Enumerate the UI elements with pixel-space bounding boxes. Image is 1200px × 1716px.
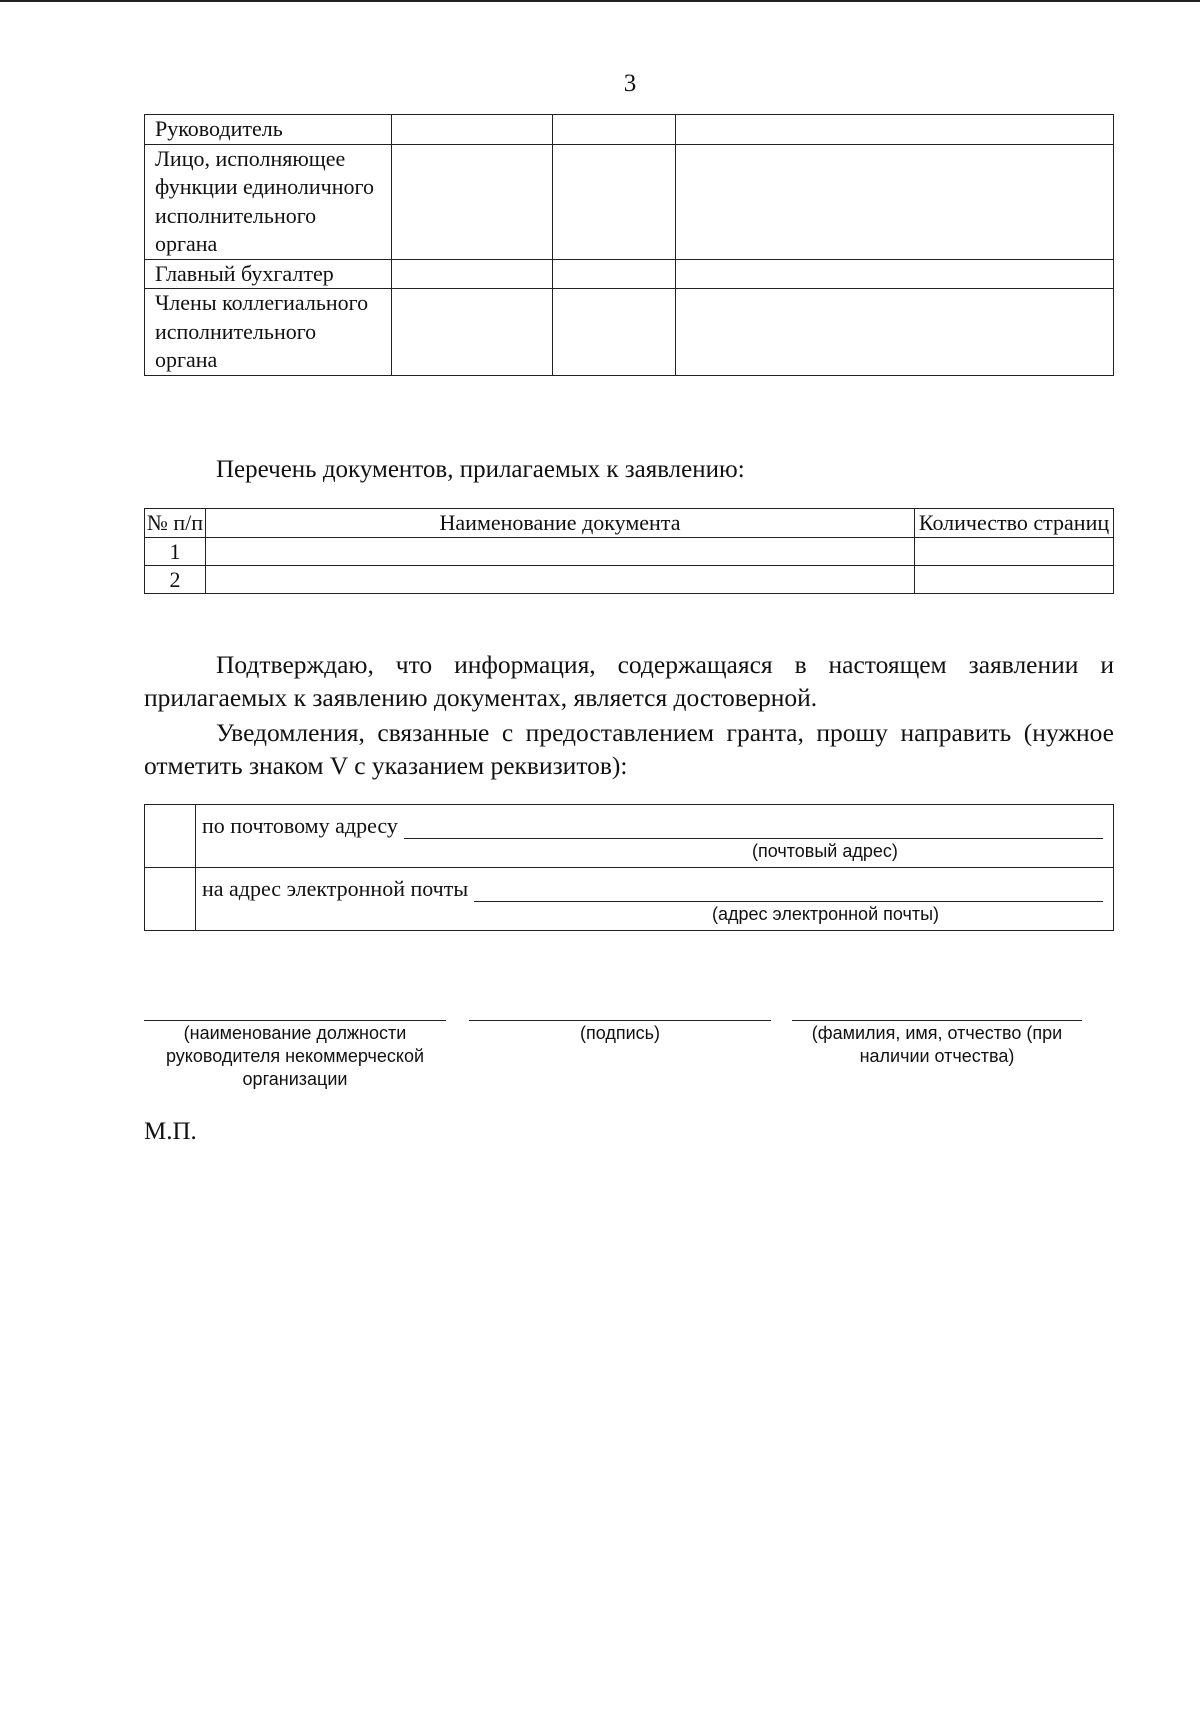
empty-cell[interactable] bbox=[553, 115, 676, 145]
confirmation-text: Подтверждаю, что информация, содержащаяся в настоящем заявлении и прилагаемых к заявлению документах, является достоверной. bbox=[144, 650, 1114, 712]
stamp-label: М.П. bbox=[144, 1118, 197, 1145]
email-field[interactable] bbox=[196, 868, 1114, 931]
notification-options-table bbox=[144, 804, 1114, 931]
notification-paragraph bbox=[144, 716, 1114, 782]
signature-caption: (подпись) bbox=[579, 1023, 661, 1043]
option-row-email bbox=[145, 868, 1114, 931]
header-number: № п/п bbox=[145, 509, 206, 538]
email-checkbox[interactable] bbox=[145, 868, 196, 931]
role-cell: Руководитель bbox=[145, 115, 392, 145]
confirmation-paragraph bbox=[144, 648, 1114, 714]
empty-cell[interactable] bbox=[676, 289, 1114, 376]
table-row bbox=[145, 144, 1114, 259]
page-count-cell[interactable] bbox=[915, 538, 1114, 566]
row-number: 1 bbox=[145, 538, 206, 566]
empty-cell[interactable] bbox=[553, 144, 676, 259]
notification-text: Уведомления, связанные с предоставлением гранта, прошу направить (нужное отметить знаком V с указанием реквизитов): bbox=[144, 718, 1114, 780]
table-row bbox=[145, 566, 1114, 594]
postal-field[interactable] bbox=[196, 805, 1114, 868]
header-document-name: Наименование документа bbox=[206, 509, 915, 538]
postal-hint: (почтовый адрес) bbox=[752, 841, 898, 861]
page-count-cell[interactable] bbox=[915, 566, 1114, 594]
empty-cell[interactable] bbox=[392, 144, 553, 259]
table-header-row bbox=[145, 509, 1114, 538]
officials-table bbox=[144, 114, 1114, 376]
signature-line[interactable] bbox=[469, 1020, 771, 1021]
table-row bbox=[145, 259, 1114, 289]
role-cell: Лицо, исполняющее функции единоличного исполнительного органа bbox=[145, 144, 392, 259]
empty-cell[interactable] bbox=[392, 115, 553, 145]
page-number: 3 bbox=[623, 70, 637, 97]
postal-label: по почтовому адресу bbox=[202, 813, 398, 838]
email-label: на адрес электронной почты bbox=[202, 876, 469, 901]
document-name-cell[interactable] bbox=[206, 566, 915, 594]
empty-cell[interactable] bbox=[392, 259, 553, 289]
table-row bbox=[145, 115, 1114, 145]
documents-table bbox=[144, 508, 1114, 594]
header-page-count: Количество страниц bbox=[915, 509, 1114, 538]
top-edge-line bbox=[0, 0, 1200, 2]
empty-cell[interactable] bbox=[676, 259, 1114, 289]
table-row bbox=[145, 289, 1114, 376]
empty-cell[interactable] bbox=[392, 289, 553, 376]
full-name-signature-line[interactable] bbox=[792, 1020, 1082, 1021]
email-hint: (адрес электронной почты) bbox=[712, 904, 940, 924]
documents-section-title: Перечень документов, прилагаемых к заявлению: bbox=[216, 456, 745, 483]
table-row bbox=[145, 538, 1114, 566]
empty-cell[interactable] bbox=[676, 115, 1114, 145]
email-line bbox=[202, 876, 1103, 902]
postal-input-line[interactable] bbox=[404, 818, 1103, 839]
role-cell: Главный бухгалтер bbox=[145, 259, 392, 289]
position-caption: (наименование должности руководителя некоммерческой организации bbox=[165, 1023, 425, 1089]
role-cell: Члены коллегиального исполнительного органа bbox=[145, 289, 392, 376]
postal-line bbox=[202, 813, 1103, 839]
postal-checkbox[interactable] bbox=[145, 805, 196, 868]
empty-cell[interactable] bbox=[553, 259, 676, 289]
empty-cell[interactable] bbox=[553, 289, 676, 376]
full-name-caption: (фамилия, имя, отчество (при наличии отчества) bbox=[811, 1023, 1063, 1066]
position-signature-line[interactable] bbox=[144, 1020, 446, 1021]
option-row-postal bbox=[145, 805, 1114, 868]
empty-cell[interactable] bbox=[676, 144, 1114, 259]
email-input-line[interactable] bbox=[474, 881, 1103, 902]
document-name-cell[interactable] bbox=[206, 538, 915, 566]
row-number: 2 bbox=[145, 566, 206, 594]
